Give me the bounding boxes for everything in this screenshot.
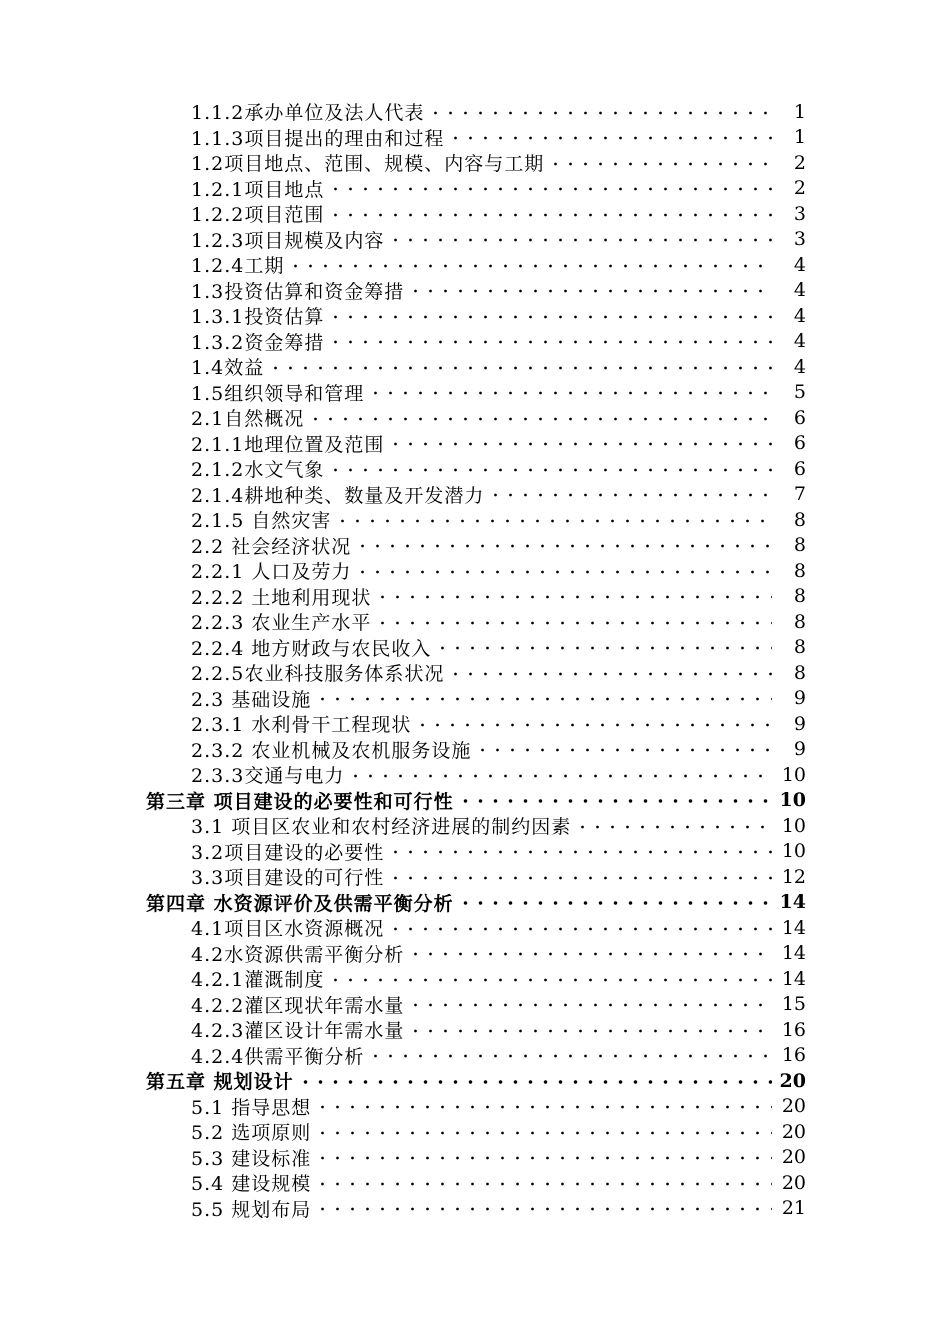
toc-page-number: 21: [781, 1197, 806, 1220]
toc-entry-title: 1.2.3项目规模及内容: [191, 229, 385, 252]
toc-entry-title: 2.1.5 自然灾害: [191, 510, 332, 533]
toc-entry-title: 4.1项目区水资源概况: [191, 918, 385, 941]
toc-page-number: 4: [793, 279, 806, 302]
toc-page-number: 6: [793, 457, 806, 480]
toc-dot-leader: [315, 1196, 772, 1222]
toc-page-number: 20: [781, 1171, 806, 1194]
toc-dot-leader: [315, 1170, 772, 1196]
toc-entry[interactable]: [0, 1170, 950, 1196]
toc-page-number: 4: [793, 330, 806, 353]
toc-page-number: 3: [793, 228, 806, 251]
toc-entry-title: 4.2.2灌区现状年需水量: [191, 994, 405, 1017]
toc-entry-title: 5.1 指导思想: [191, 1096, 312, 1119]
toc-dot-leader: [388, 431, 772, 457]
toc-page-number: 4: [793, 253, 806, 276]
toc-dot-leader: [328, 201, 772, 227]
toc-page-number: 4: [793, 304, 806, 327]
toc-entry-title: 2.2.1 人口及劳力: [191, 561, 352, 584]
toc-entry-title: 第三章 项目建设的必要性和可行性: [146, 790, 454, 813]
toc-dot-leader: [388, 839, 772, 865]
toc-entry-title: 3.2项目建设的必要性: [191, 841, 385, 864]
toc-page-number: 2: [793, 177, 806, 200]
toc-dot-leader: [368, 1043, 772, 1069]
toc-page-number: 6: [793, 406, 806, 429]
toc-dot-leader: [328, 329, 772, 355]
toc-entry-title: 3.3项目建设的可行性: [191, 867, 385, 890]
toc-page-number: 8: [793, 661, 806, 684]
toc-page-number: 16: [781, 1044, 806, 1067]
toc-entry-title: 2.1.1地理位置及范围: [191, 433, 385, 456]
toc-entry[interactable]: [0, 405, 950, 431]
toc-entry[interactable]: [0, 686, 950, 712]
toc-entry[interactable]: [0, 176, 950, 202]
toc-dot-leader: [475, 737, 772, 763]
toc-page-number: 8: [793, 610, 806, 633]
toc-entry-title: 5.5 规划布局: [191, 1198, 312, 1221]
toc-entry[interactable]: [0, 329, 950, 355]
toc-page-number: 8: [793, 508, 806, 531]
toc-page-number: 8: [793, 559, 806, 582]
toc-entry-title: 3.1 项目区农业和农村经济进展的制约因素: [191, 816, 572, 839]
toc-dot-leader: [328, 303, 772, 329]
toc-dot-leader: [388, 864, 772, 890]
toc-page-number: 9: [793, 712, 806, 735]
toc-entry-title: 2.1自然概况: [191, 408, 305, 431]
toc-entry-title: 1.2项目地点、范围、规模、内容与工期: [191, 153, 545, 176]
toc-page-number: 1: [793, 126, 806, 149]
toc-dot-leader: [328, 456, 772, 482]
toc-entry[interactable]: [0, 966, 950, 992]
toc-dot-leader: [428, 99, 772, 125]
toc-page-number: 14: [781, 916, 806, 939]
toc-page-number: 3: [793, 202, 806, 225]
toc-entry[interactable]: [0, 303, 950, 329]
toc-page-number: 6: [793, 432, 806, 455]
toc-entry-title: 1.3.2资金筹措: [191, 331, 325, 354]
toc-page-number: 20: [781, 1146, 806, 1169]
toc-entry-title: 5.2 选项原则: [191, 1122, 312, 1145]
toc-dot-leader: [315, 1119, 772, 1145]
toc-entry[interactable]: [0, 150, 950, 176]
toc-entry-title: 5.3 建设标准: [191, 1147, 312, 1170]
toc-entry-title: 1.5组织领导和管理: [191, 382, 365, 405]
toc-page-number: 10: [781, 763, 806, 786]
toc-page-number: 8: [793, 534, 806, 557]
toc-chapter-entry[interactable]: [0, 788, 950, 814]
toc-chapter-entry[interactable]: [0, 1068, 950, 1094]
toc-dot-leader: [308, 405, 772, 431]
toc-entry[interactable]: [0, 227, 950, 253]
toc-entry[interactable]: [0, 762, 950, 788]
toc-dot-leader: [315, 1145, 772, 1171]
toc-dot-leader: [328, 176, 772, 202]
toc-page-number: 10: [781, 840, 806, 863]
toc-dot-leader: [408, 1017, 772, 1043]
toc-dot-leader: [375, 584, 772, 610]
toc-dot-leader: [408, 941, 772, 967]
toc-entry-title: 4.2.1灌溉制度: [191, 969, 325, 992]
toc-page-number: 15: [781, 993, 806, 1016]
toc-page-number: 8: [793, 585, 806, 608]
toc-entry[interactable]: [0, 354, 950, 380]
toc-entry-title: 2.2.2 土地利用现状: [191, 586, 372, 609]
toc-entry-title: 1.3投资估算和资金筹措: [191, 280, 405, 303]
toc-page-number: 20: [781, 1095, 806, 1118]
toc-entry[interactable]: [0, 431, 950, 457]
toc-entry[interactable]: [0, 1119, 950, 1145]
toc-page-number: 2: [793, 151, 806, 174]
toc-entry-title: 1.1.2承办单位及法人代表: [191, 102, 425, 125]
toc-entry-title: 2.2.5农业科技服务体系状况: [191, 663, 445, 686]
toc-entry[interactable]: [0, 1017, 950, 1043]
toc-entry-title: 2.2 社会经济状况: [191, 535, 352, 558]
toc-page-number: 10: [779, 789, 806, 812]
toc-page-number: 1: [793, 100, 806, 123]
toc-entry[interactable]: [0, 1196, 950, 1222]
toc-entry-title: 第四章 水资源评价及供需平衡分析: [146, 892, 454, 915]
toc-entry-title: 2.2.3 农业生产水平: [191, 612, 372, 635]
toc-entry-title: 2.3 基础设施: [191, 688, 312, 711]
toc-entry-title: 1.4效益: [191, 357, 265, 380]
toc-entry-title: 1.2.2项目范围: [191, 204, 325, 227]
toc-entry-title: 4.2.4供需平衡分析: [191, 1045, 365, 1068]
toc-page-number: 14: [781, 942, 806, 965]
toc-entry[interactable]: [0, 660, 950, 686]
toc-dot-leader: [375, 609, 772, 635]
toc-entry[interactable]: [0, 864, 950, 890]
toc-entry[interactable]: [0, 558, 950, 584]
toc-page-number: 4: [793, 355, 806, 378]
toc-dot-leader: [458, 788, 772, 814]
toc-page-number: 5: [793, 381, 806, 404]
toc-chapter-entry[interactable]: [0, 890, 950, 916]
toc-page-number: 16: [781, 1018, 806, 1041]
toc-entry[interactable]: [0, 482, 950, 508]
toc-entry-title: 第五章 规划设计: [146, 1071, 294, 1094]
toc-page-number: 7: [793, 483, 806, 506]
toc-dot-leader: [548, 150, 772, 176]
toc-entry[interactable]: [0, 813, 950, 839]
toc-dot-leader: [488, 482, 772, 508]
toc-dot-leader: [288, 252, 772, 278]
toc-dot-leader: [268, 354, 772, 380]
toc-dot-leader: [355, 558, 772, 584]
toc-page-number: 10: [781, 814, 806, 837]
toc-entry-title: 2.3.1 水利骨干工程现状: [191, 714, 412, 737]
toc-page-number: 9: [793, 738, 806, 761]
toc-entry[interactable]: [0, 507, 950, 533]
toc-dot-leader: [335, 507, 772, 533]
toc-dot-leader: [328, 966, 772, 992]
toc-page-number: 14: [781, 967, 806, 990]
toc-entry[interactable]: [0, 1043, 950, 1069]
toc-entry[interactable]: [0, 533, 950, 559]
toc-dot-leader: [298, 1068, 772, 1094]
toc-entry[interactable]: [0, 380, 950, 406]
toc-entry[interactable]: [0, 839, 950, 865]
toc-entry[interactable]: [0, 1145, 950, 1171]
toc-entry-title: 2.2.4 地方财政与农民收入: [191, 637, 432, 660]
toc-entry[interactable]: [0, 941, 950, 967]
toc-entry[interactable]: [0, 609, 950, 635]
toc-entry-title: 1.3.1投资估算: [191, 306, 325, 329]
toc-entry[interactable]: [0, 252, 950, 278]
toc-entry-title: 2.3.2 农业机械及农机服务设施: [191, 739, 472, 762]
toc-dot-leader: [575, 813, 772, 839]
toc-entry[interactable]: [0, 737, 950, 763]
toc-dot-leader: [458, 890, 772, 916]
toc-entry-title: 4.2.3灌区设计年需水量: [191, 1020, 405, 1043]
toc-entry[interactable]: [0, 711, 950, 737]
toc-dot-leader: [355, 533, 772, 559]
toc-page-number: 14: [779, 891, 806, 914]
toc-page-number: 20: [779, 1069, 806, 1092]
toc-entry[interactable]: [0, 1094, 950, 1120]
toc-entry[interactable]: [0, 992, 950, 1018]
toc-entry-title: 1.2.1项目地点: [191, 178, 325, 201]
toc-entry[interactable]: [0, 635, 950, 661]
toc-page-number: 12: [781, 865, 806, 888]
toc-dot-leader: [368, 380, 772, 406]
toc-dot-leader: [448, 660, 772, 686]
toc-page-number: 20: [781, 1120, 806, 1143]
toc-dot-leader: [348, 762, 772, 788]
toc-dot-leader: [408, 278, 772, 304]
toc-entry[interactable]: [0, 278, 950, 304]
toc-entry-title: 1.1.3项目提出的理由和过程: [191, 127, 445, 150]
toc-entry[interactable]: [0, 99, 950, 125]
table-of-contents: [0, 99, 950, 1221]
toc-dot-leader: [388, 915, 772, 941]
toc-dot-leader: [448, 125, 772, 151]
toc-entry[interactable]: [0, 201, 950, 227]
toc-entry[interactable]: [0, 915, 950, 941]
toc-dot-leader: [408, 992, 772, 1018]
toc-page-number: 8: [793, 636, 806, 659]
toc-dot-leader: [315, 686, 772, 712]
toc-entry-title: 1.2.4工期: [191, 255, 285, 278]
toc-entry-title: 2.1.2水文气象: [191, 459, 325, 482]
toc-dot-leader: [315, 1094, 772, 1120]
toc-entry-title: 2.1.4耕地种类、数量及开发潜力: [191, 484, 485, 507]
toc-entry[interactable]: [0, 125, 950, 151]
toc-entry[interactable]: [0, 584, 950, 610]
toc-dot-leader: [415, 711, 772, 737]
toc-dot-leader: [435, 635, 772, 661]
toc-entry-title: 5.4 建设规模: [191, 1173, 312, 1196]
toc-entry[interactable]: [0, 456, 950, 482]
toc-entry-title: 4.2水资源供需平衡分析: [191, 943, 405, 966]
toc-entry-title: 2.3.3交通与电力: [191, 765, 345, 788]
toc-page-number: 9: [793, 687, 806, 710]
toc-dot-leader: [388, 227, 772, 253]
